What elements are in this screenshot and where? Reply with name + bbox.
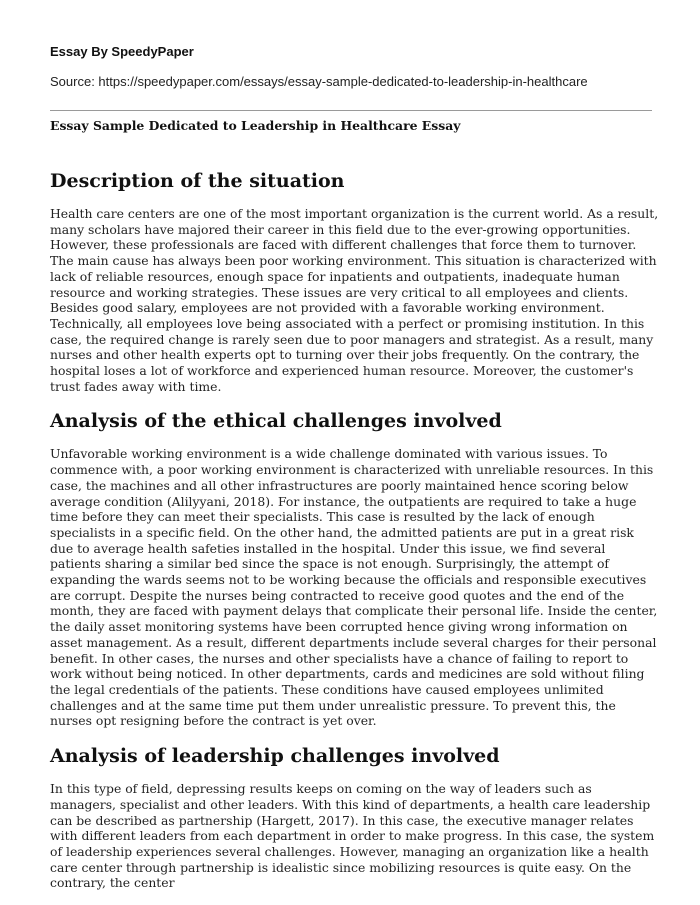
- section-paragraph: Unfavorable working environment is a wide challenge dominated with various issues. To commence with, a poor working environment is characterized with unreliable resources. In this case, the machines and all other infrastructures are poorly maintained hence scoring below average condition (Alilyyani, 2018). For instance, the outpatients are required to take a huge time before they can meet their specialists. This case is resulted by the lack of enough specialists in a specific field. On the other hand, the admitted patients are put in a great risk due to average health safeties installed in the hospital. Under this issue, we find several patients sharing a similar bed since the space is not enough. Surprisingly, the attempt of expanding the wards seems not to be working because the officials and responsible executives are corrupt. Despite the nurses being contracted to receive good quotes and the end of the month, they are faced with payment delays that complicate their personal life. Inside the center, the daily asset monitoring systems have been corrupted hence giving wrong information on asset management. As a result, different departments include several charges for their personal benefit. In other cases, the nurses and other specialists have a chance of failing to report to work without being noticed. In other departments, cards and medicines are sold without filing the legal credentials of the patients. These conditions have caused employees unlimited challenges and at the same time put them under unrealistic pressure. To prevent this, the nurses opt resigning before the contract is yet over.: [50, 446, 658, 729]
- document-title: Essay Sample Dedicated to Leadership in Healthcare Essay: [50, 118, 461, 133]
- source-link[interactable]: https://speedypaper.com/essays/essay-sample-dedicated-to-leadership-in-healthcare: [98, 74, 588, 89]
- section-ethical-challenges: [50, 408, 660, 729]
- header-divider: [50, 110, 652, 111]
- essay-body: [50, 168, 660, 905]
- section-description: [50, 168, 660, 394]
- section-heading: Description of the situation: [50, 170, 345, 192]
- section-paragraph: In this type of field, depressing results keeps on coming on the way of leaders such as managers, specialist and other leaders. With this kind of departments, a health care leadership can be described as partnership (Hargett, 2017). In this case, the executive manager relates with different leaders from each department in order to make progress. In this case, the system of leadership experiences several challenges. However, managing an organization like a health care center through partnership is idealistic since mobilizing resources is quite easy. On the contrary, the center: [50, 781, 655, 891]
- source-line: [50, 74, 588, 89]
- section-heading: Analysis of the ethical challenges involved: [50, 410, 502, 433]
- brand-title: Essay By SpeedyPaper: [50, 44, 194, 59]
- section-heading: Analysis of leadership challenges involved: [50, 745, 500, 768]
- section-leadership-challenges: [50, 743, 660, 891]
- source-label: Source:: [50, 74, 99, 89]
- section-paragraph: Health care centers are one of the most important organization is the current world. As a result, many scholars have majored their career in this field due to the ever-growing opportunities. However, these professionals are faced with different challenges that force them to turnover. The main cause has always been poor working environment. This situation is characterized with lack of reliable resources, enough space for inpatients and outpatients, inadequate human resource and working strategies. These issues are very critical to all employees and clients. Besides good salary, employees are not provided with a favorable working environment. Technically, all employees love being associated with a perfect or promising institution. In this case, the required change is rarely seen due to poor managers and strategist. As a result, many nurses and other health experts opt to turning over their jobs frequently. On the contrary, the hospital loses a lot of workforce and experienced human resource. Moreover, the customer's trust fades away with time.: [50, 206, 659, 394]
